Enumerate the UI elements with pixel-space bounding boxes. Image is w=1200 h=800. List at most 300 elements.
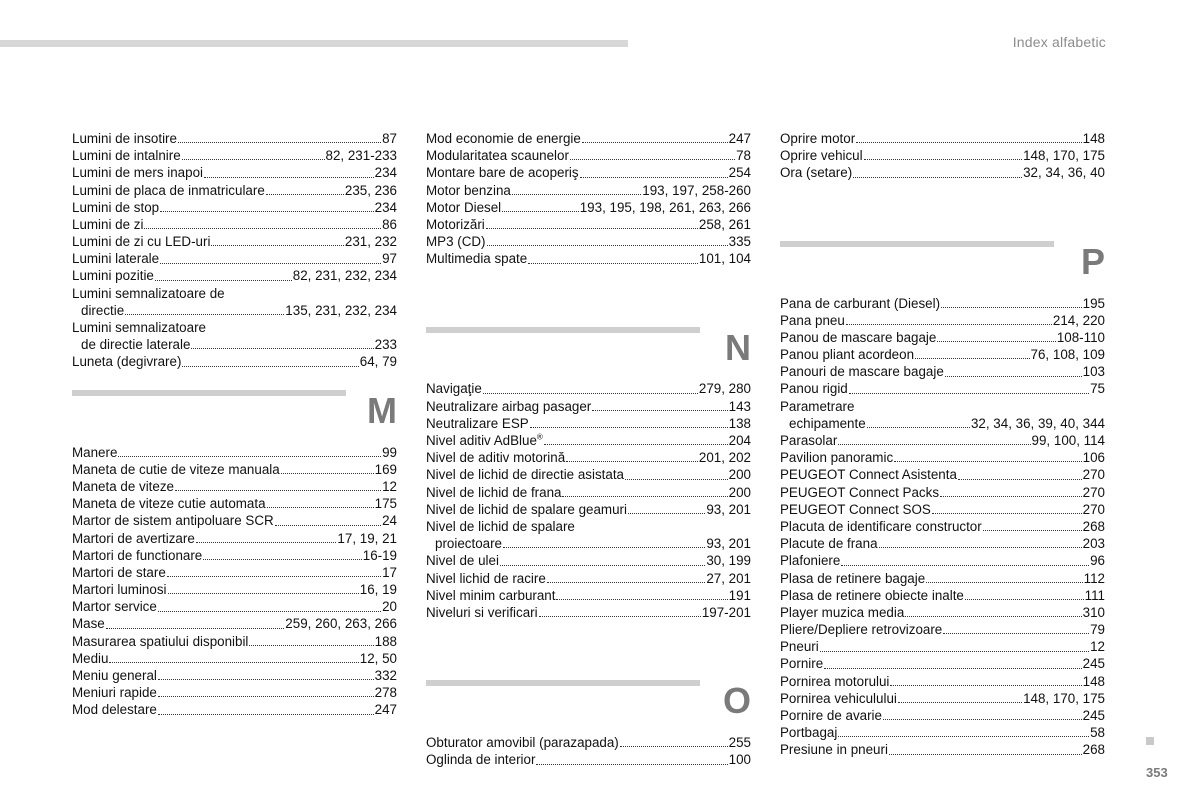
dot-leader (856, 142, 1082, 143)
entry-label: proiectoare (435, 536, 502, 552)
index-entry (426, 449, 751, 466)
dot-leader (536, 764, 727, 765)
index-entry (780, 363, 1105, 380)
index-entry (72, 268, 397, 285)
index-entry (780, 673, 1105, 690)
entry-page-refs: 245 (1082, 708, 1105, 724)
index-entry (780, 724, 1105, 741)
dot-leader (191, 348, 373, 349)
index-entry (72, 512, 397, 529)
index-entry (72, 353, 397, 370)
index-entry (72, 598, 397, 615)
entry-page-refs: 97 (382, 251, 397, 267)
entry-label: Presiune in pneuri (780, 742, 888, 758)
entry-page-refs: 58 (1090, 725, 1105, 741)
dot-leader (125, 314, 284, 315)
entry-page-refs: 12 (1090, 639, 1105, 655)
entry-label: Portbagaj (780, 725, 838, 741)
entry-label: Player muzica media (780, 604, 905, 620)
entry-page-refs: 214, 220 (1052, 312, 1105, 328)
entry-page-refs: 93, 201 (706, 536, 751, 552)
index-entry (426, 604, 751, 621)
entry-label: Panou rigid (780, 381, 848, 397)
entry-page-refs: 12, 50 (359, 650, 397, 666)
entry-label: Motor Diesel (426, 199, 502, 215)
dot-leader (820, 651, 1089, 652)
entry-label: Nivel de lichid de frana (426, 484, 562, 500)
index-entry (426, 182, 751, 199)
entry-label: Oglinda de interior (426, 752, 536, 768)
entry-label: MP3 (CD) (426, 234, 486, 250)
section-letter: N (725, 326, 751, 368)
dot-leader (168, 593, 359, 594)
entry-page-refs: 32, 34, 36, 40 (1023, 165, 1105, 181)
entry-page-refs: 82, 231, 232, 234 (292, 268, 397, 284)
section-divider-bar (780, 241, 1054, 247)
entry-page-refs: 99, 100, 114 (1031, 433, 1105, 449)
entry-page-refs: 255 (728, 735, 751, 751)
entry-page-refs: 108-110 (1056, 329, 1105, 345)
index-entry (780, 690, 1105, 707)
entry-page-refs: 310 (1082, 604, 1105, 620)
header-bar (0, 40, 628, 47)
entry-label: Panou de mascare bagaje (780, 329, 937, 345)
section-divider-bar (72, 390, 346, 396)
entry-page-refs: 332 (374, 668, 397, 684)
entry-label: Parametrare (780, 398, 855, 414)
entry-page-refs: 234 (374, 199, 397, 215)
entry-label: Meniu general (72, 668, 157, 684)
index-entry (72, 250, 397, 267)
entry-page-refs: 278 (374, 685, 397, 701)
entry-page-refs: 78 (736, 148, 751, 164)
entry-label: Pornire de avarie (780, 708, 882, 724)
dot-leader (932, 513, 1082, 514)
entry-label: PEUGEOT Connect Asistenta (780, 467, 957, 483)
entry-label: Nivel lichid de racire (426, 570, 546, 586)
entry-label: Plasa de retinere bagaje (780, 570, 926, 586)
dot-leader (582, 142, 728, 143)
index-entry (72, 216, 397, 233)
dot-leader (266, 194, 344, 195)
entry-page-refs: 279, 280 (698, 381, 751, 397)
entry-page-refs: 32, 34, 36, 39, 40, 344 (970, 415, 1105, 431)
dot-leader (905, 616, 1081, 617)
dot-leader (838, 736, 1089, 737)
entry-label: Ora (setare) (780, 165, 853, 181)
entry-label: Nivel de ulei (426, 553, 499, 569)
entry-label: Meniuri rapide (72, 685, 157, 701)
entry-label: Pliere/Depliere retrovizoare (780, 622, 943, 638)
index-entry (780, 535, 1105, 552)
entry-label: Nivel minim carburant (426, 587, 556, 603)
entry-page-refs: 93, 201 (706, 501, 751, 517)
entry-label: Maneta de cutie de viteze manuala (72, 461, 280, 477)
section-divider-bar (426, 327, 700, 333)
dot-leader (853, 177, 1022, 178)
entry-label: Martor service (72, 599, 157, 615)
entry-page-refs: 245 (1082, 656, 1105, 672)
index-entry (780, 466, 1105, 483)
index-entry (780, 518, 1105, 535)
entry-label: Lumini de zi cu LED-uri (72, 234, 211, 250)
entry-label: Nivel de lichid de spalare geamuri (426, 501, 627, 517)
index-entry (426, 130, 751, 147)
entry-label: Neutralizare airbag pasager (426, 398, 592, 414)
dot-leader (838, 444, 1030, 445)
entry-page-refs: 193, 195, 198, 261, 263, 266 (579, 199, 751, 215)
corner-marker (1146, 737, 1154, 745)
entry-label: Modularitatea scaunelor (426, 148, 569, 164)
dot-leader (926, 582, 1082, 583)
entry-label: Pornirea vehiculului (780, 690, 897, 706)
section-divider-bar (426, 680, 700, 686)
index-entry (426, 432, 751, 449)
dot-leader (182, 159, 325, 160)
section-letter: M (367, 389, 397, 431)
section-header-m (72, 387, 397, 438)
index-entry (780, 346, 1105, 363)
entry-page-refs: 148, 170, 175 (1023, 148, 1105, 164)
dot-leader (570, 159, 735, 160)
entry-label: Nivel de aditiv motorină (426, 450, 566, 466)
entry-page-refs: 76, 108, 109 (1030, 347, 1105, 363)
index-entry (72, 530, 397, 547)
entry-label: Parasolar (780, 433, 838, 449)
dot-leader (592, 410, 727, 411)
entry-label: Maneta de viteze cutie automata (72, 496, 266, 512)
dot-leader (879, 547, 1082, 548)
dot-leader (940, 496, 1082, 497)
entry-page-refs: 24 (382, 513, 397, 529)
entry-page-refs: 268 (1082, 518, 1105, 534)
entry-page-refs: 235, 236 (344, 182, 397, 198)
entry-page-refs: 16-19 (362, 547, 397, 563)
index-entry (426, 552, 751, 569)
dot-leader (275, 525, 381, 526)
entry-label: Lumini de stop (72, 199, 160, 215)
index-entry (426, 381, 751, 398)
entry-page-refs: 203 (1082, 536, 1105, 552)
index-entry (72, 667, 397, 684)
entry-page-refs: 17 (382, 564, 397, 580)
entry-label: Pana de carburant (Diesel) (780, 295, 941, 311)
index-entry (780, 295, 1105, 312)
dot-leader (160, 263, 381, 264)
index-entry (780, 656, 1105, 673)
entry-page-refs: 204 (728, 433, 751, 449)
index-entry (780, 604, 1105, 621)
index-entry (780, 741, 1105, 758)
dot-leader (196, 542, 337, 543)
index-entry (426, 466, 751, 483)
index-entry (72, 478, 397, 495)
dot-leader (941, 307, 1082, 308)
entry-label: Multimedia spate (426, 251, 528, 267)
index-entry (72, 684, 397, 701)
index-column-2 (426, 130, 751, 769)
entry-page-refs: 254 (728, 165, 751, 181)
dot-leader (281, 473, 374, 474)
index-entry (780, 570, 1105, 587)
dot-leader (943, 633, 1089, 634)
dot-leader (580, 177, 728, 178)
entry-label: Panou pliant acordeon (780, 347, 915, 363)
entry-label: directie (81, 302, 125, 318)
dot-leader (158, 696, 374, 697)
entry-label: Plasa de retinere obiecte inalte (780, 587, 964, 603)
index-entry (72, 199, 397, 216)
entry-label: Oprire vehicul (780, 148, 863, 164)
index-entry (426, 250, 751, 267)
entry-page-refs: 103 (1082, 364, 1105, 380)
entry-label: Oprire motor (780, 130, 856, 146)
entry-page-refs: 106 (1082, 450, 1105, 466)
entry-label: echipamente (789, 415, 866, 431)
page-number: 353 (1146, 765, 1168, 780)
entry-label: Niveluri si verificari (426, 604, 538, 620)
entry-page-refs: 231, 232 (344, 234, 397, 250)
index-entry (426, 518, 751, 535)
dot-leader (167, 576, 381, 577)
entry-page-refs: 148 (1082, 673, 1105, 689)
index-entry (72, 182, 397, 199)
index-entry (72, 233, 397, 250)
index-entry (72, 285, 397, 302)
index-entry (72, 302, 397, 319)
entry-label: Martori luminosi (72, 582, 167, 598)
entry-page-refs: 64, 79 (359, 354, 397, 370)
entry-label: Lumini de mers inapoi (72, 165, 203, 181)
index-entry (72, 616, 397, 633)
index-entry (780, 484, 1105, 501)
dot-leader (118, 456, 381, 457)
entry-page-refs: 233 (374, 337, 397, 353)
index-entry (72, 130, 397, 147)
dot-leader (503, 547, 705, 548)
index-entry (780, 587, 1105, 604)
entry-label: Placuta de identificare constructor (780, 518, 982, 534)
dot-leader (849, 393, 1089, 394)
index-entry (780, 381, 1105, 398)
index-entry (426, 587, 751, 604)
dot-leader (824, 668, 1081, 669)
index-entry (780, 147, 1105, 164)
dot-leader (160, 211, 374, 212)
dot-leader (983, 530, 1082, 531)
entry-page-refs: 270 (1082, 501, 1105, 517)
dot-leader (547, 582, 705, 583)
dot-leader (182, 366, 358, 367)
dot-leader (566, 461, 698, 462)
dot-leader (965, 599, 1084, 600)
index-entry (426, 570, 751, 587)
entry-label: PEUGEOT Connect Packs (780, 484, 940, 500)
entry-label: Maneta de viteze (72, 478, 174, 494)
section-spacer (426, 621, 751, 661)
entry-page-refs: 101, 104 (698, 251, 751, 267)
entry-label: Neutralizare ESP (426, 415, 529, 431)
section-letter: P (1080, 240, 1105, 282)
dot-leader (528, 263, 698, 264)
entry-label: Mod delestare (72, 702, 157, 718)
entry-label: Panouri de mascare bagaje (780, 364, 944, 380)
dot-leader (915, 358, 1030, 359)
section-header-p (780, 238, 1105, 289)
entry-label: Martor de sistem antipoluare SCR (72, 513, 274, 529)
dot-leader (109, 662, 358, 663)
dot-leader (530, 427, 728, 428)
entry-label: Lumini pozitie (72, 268, 154, 284)
entry-page-refs: 234 (374, 165, 397, 181)
entry-page-refs: 169 (374, 461, 397, 477)
index-entry (780, 621, 1105, 638)
index-entry (72, 701, 397, 718)
index-entry (780, 552, 1105, 569)
index-entry (780, 432, 1105, 449)
entry-page-refs: 193, 197, 258-260 (642, 182, 751, 198)
entry-label: Lumini laterale (72, 251, 160, 267)
entry-label: Manere (72, 444, 118, 460)
index-entry (780, 130, 1105, 147)
entry-label: Lumini de intalnire (72, 148, 181, 164)
entry-label: Lumini de zi (72, 216, 144, 232)
entry-page-refs: 175 (374, 496, 397, 512)
index-entry (426, 751, 751, 768)
index-entry (426, 233, 751, 250)
entry-page-refs: 197-201 (701, 604, 751, 620)
dot-leader (486, 228, 698, 229)
dot-leader (512, 194, 641, 195)
index-entry (780, 312, 1105, 329)
dot-leader (487, 245, 728, 246)
entry-page-refs: 200 (728, 467, 751, 483)
index-entry (426, 535, 751, 552)
index-entry (780, 398, 1105, 415)
index-entry (780, 707, 1105, 724)
entry-page-refs: 16, 19 (359, 582, 397, 598)
index-entry (780, 638, 1105, 655)
entry-label: Mase (72, 616, 105, 632)
entry-label: de directie laterale (81, 337, 191, 353)
entry-label: Mod economie de energie (426, 130, 581, 146)
dot-leader (158, 679, 374, 680)
section-letter: O (722, 680, 751, 722)
entry-page-refs: 82, 231-233 (325, 148, 397, 164)
dot-leader (562, 496, 727, 497)
dot-leader (539, 616, 701, 617)
index-entry (426, 501, 751, 518)
dot-leader (958, 479, 1082, 480)
index-entry (426, 147, 751, 164)
dot-leader (483, 393, 698, 394)
dot-leader (249, 645, 373, 646)
index-entry (72, 581, 397, 598)
index-entry (72, 444, 397, 461)
index-entry (72, 319, 397, 336)
entry-label: Pornire (780, 656, 824, 672)
dot-leader (620, 746, 728, 747)
dot-leader (267, 507, 374, 508)
entry-page-refs: 96 (1090, 553, 1105, 569)
entry-page-refs: 195 (1082, 295, 1105, 311)
index-entry (72, 461, 397, 478)
entry-page-refs: 79 (1090, 622, 1105, 638)
dot-leader (500, 565, 705, 566)
entry-label: Motor benzina (426, 182, 511, 198)
section-header-n (426, 324, 751, 375)
entry-label: Plafoniere (780, 553, 841, 569)
index-entry (426, 216, 751, 233)
entry-label: Martori de functionare (72, 547, 203, 563)
dot-leader (178, 142, 381, 143)
index-entry (426, 484, 751, 501)
entry-label: Martori de stare (72, 564, 166, 580)
dot-leader (841, 565, 1089, 566)
entry-page-refs: 270 (1082, 484, 1105, 500)
entry-label: Obturator amovibil (parazapada) (426, 735, 619, 751)
entry-page-refs: 270 (1082, 467, 1105, 483)
dot-leader (211, 245, 343, 246)
entry-page-refs: 99 (382, 444, 397, 460)
index-entry (780, 164, 1105, 181)
index-entry (780, 501, 1105, 518)
entry-page-refs: 335 (728, 234, 751, 250)
index-entry (426, 415, 751, 432)
entry-page-refs: 247 (374, 702, 397, 718)
dot-leader (556, 599, 727, 600)
dot-leader (158, 611, 381, 612)
entry-label: PEUGEOT Connect SOS (780, 501, 931, 517)
entry-label: Pavilion panoramic (780, 450, 894, 466)
index-entry (72, 147, 397, 164)
entry-page-refs: 188 (374, 633, 397, 649)
dot-leader (937, 341, 1056, 342)
entry-page-refs: 20 (382, 599, 397, 615)
entry-page-refs: 17, 19, 21 (337, 530, 397, 546)
trademark-mark: ® (536, 432, 543, 442)
entry-label: Lumini semnalizatoare (72, 320, 206, 336)
entry-page-refs: 75 (1090, 381, 1105, 397)
index-entry (72, 547, 397, 564)
entry-label: Mediu (72, 650, 109, 666)
index-entry (426, 164, 751, 181)
dot-leader (625, 479, 728, 480)
entry-label: Nivel de lichid de spalare (426, 518, 575, 534)
section-header-o (426, 677, 751, 728)
index-entry (426, 734, 751, 751)
dot-leader (158, 714, 374, 715)
dot-leader (883, 719, 1082, 720)
index-entry (72, 650, 397, 667)
entry-page-refs: 87 (382, 130, 397, 146)
dot-leader (144, 228, 381, 229)
dot-leader (628, 513, 705, 514)
index-entry (72, 564, 397, 581)
index-entry (780, 449, 1105, 466)
dot-leader (864, 159, 1022, 160)
entry-label: Navigaţie (426, 381, 482, 397)
entry-page-refs: 100 (728, 752, 751, 768)
dot-leader (106, 628, 285, 629)
index-entry (72, 164, 397, 181)
entry-page-refs: 111 (1084, 587, 1105, 603)
page-title: Index alfabetic (1012, 34, 1106, 50)
dot-leader (894, 461, 1082, 462)
entry-page-refs: 268 (1082, 742, 1105, 758)
entry-label: Martori de avertizare (72, 530, 195, 546)
index-entry (72, 633, 397, 650)
